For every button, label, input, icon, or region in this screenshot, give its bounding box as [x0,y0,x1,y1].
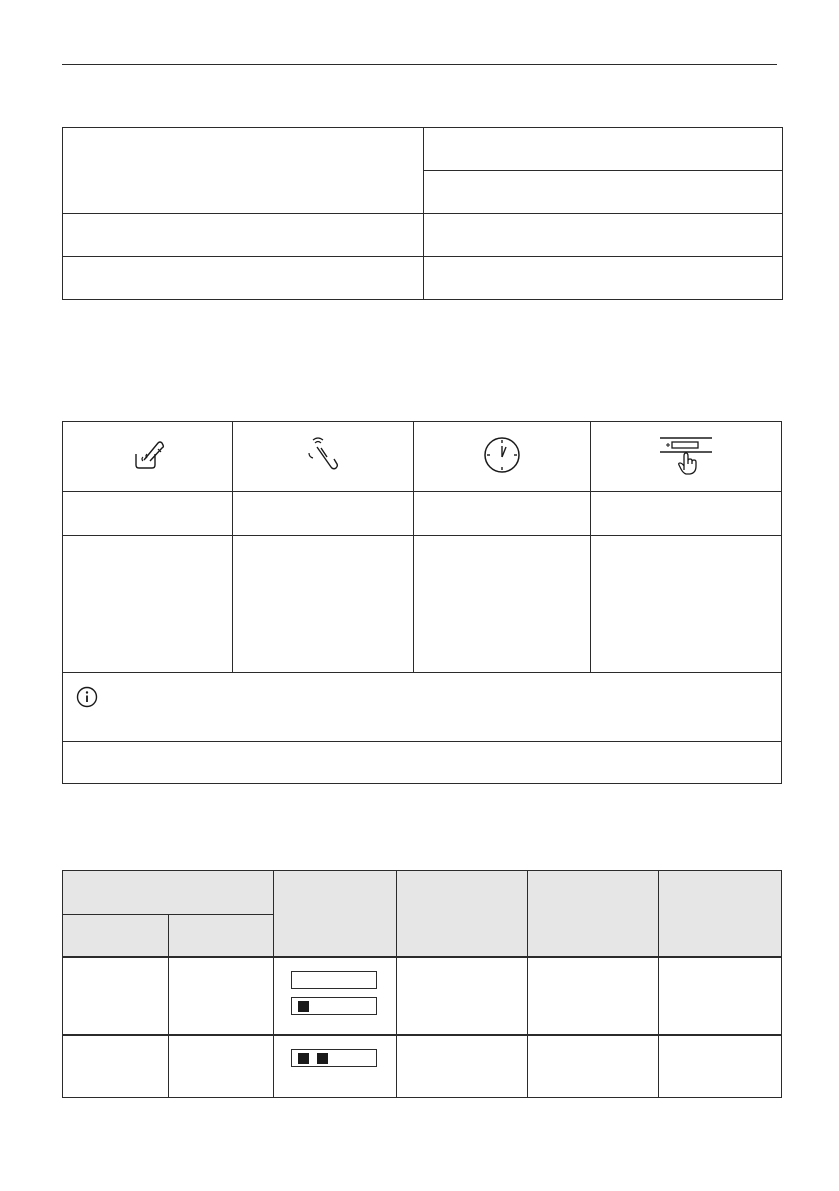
table1-cell [63,214,424,257]
header-cell [528,871,659,957]
info-table-1 [62,127,783,300]
symbol-table-cell [590,492,781,536]
symbol-table-cell [63,492,233,536]
settings-table [62,870,782,1098]
table-row-cell [397,957,528,1035]
symbol-table-cell [63,536,233,673]
symbol-table-cell [590,536,781,673]
note-cell [63,673,782,742]
table1-cell-merged [63,128,424,214]
header-cell [659,871,782,957]
info-icon [76,686,98,708]
symbol-table-cell [233,492,414,536]
table1-cell [424,171,783,214]
table-row-cell [168,957,274,1035]
header-subcell [168,915,274,957]
level-square [298,1001,309,1012]
table1-cell [63,257,424,300]
table-row-cell [63,1035,169,1098]
level-indicator-one [291,997,377,1015]
table-row-cell [659,957,782,1035]
header-cell-group [63,871,274,915]
header-rule [62,64,777,65]
level-square [298,1053,309,1064]
symbol-table [62,421,782,784]
symbol-table-cell [233,536,414,673]
touch-gesture-icon [303,435,343,475]
clock-icon [482,435,522,475]
symbol-cell-clock [414,422,590,492]
symbol-table-cell [414,492,590,536]
level-indicator-cell [274,957,397,1035]
symbol-cell-panel [590,422,781,492]
symbol-table-cell [414,536,590,673]
level-indicator-cell [274,1035,397,1098]
table-row-cell [528,957,659,1035]
table-row-cell [63,957,169,1035]
table1-cell [424,257,783,300]
symbol-cell-washing [63,422,233,492]
table-row-cell [397,1035,528,1098]
table-row-cell [168,1035,274,1098]
header-subcell [63,915,169,957]
level-indicator-two [291,1049,377,1067]
header-cell [274,871,397,957]
table1-cell [424,214,783,257]
header-cell [397,871,528,957]
footer-cell [63,742,782,784]
control-panel-touch-icon [658,434,714,476]
level-square [317,1053,328,1064]
level-indicator-empty [291,971,377,989]
hand-washing-icon [128,436,168,474]
table-row-cell [528,1035,659,1098]
table-row-cell [659,1035,782,1098]
table1-cell [424,128,783,171]
symbol-cell-touch [233,422,414,492]
